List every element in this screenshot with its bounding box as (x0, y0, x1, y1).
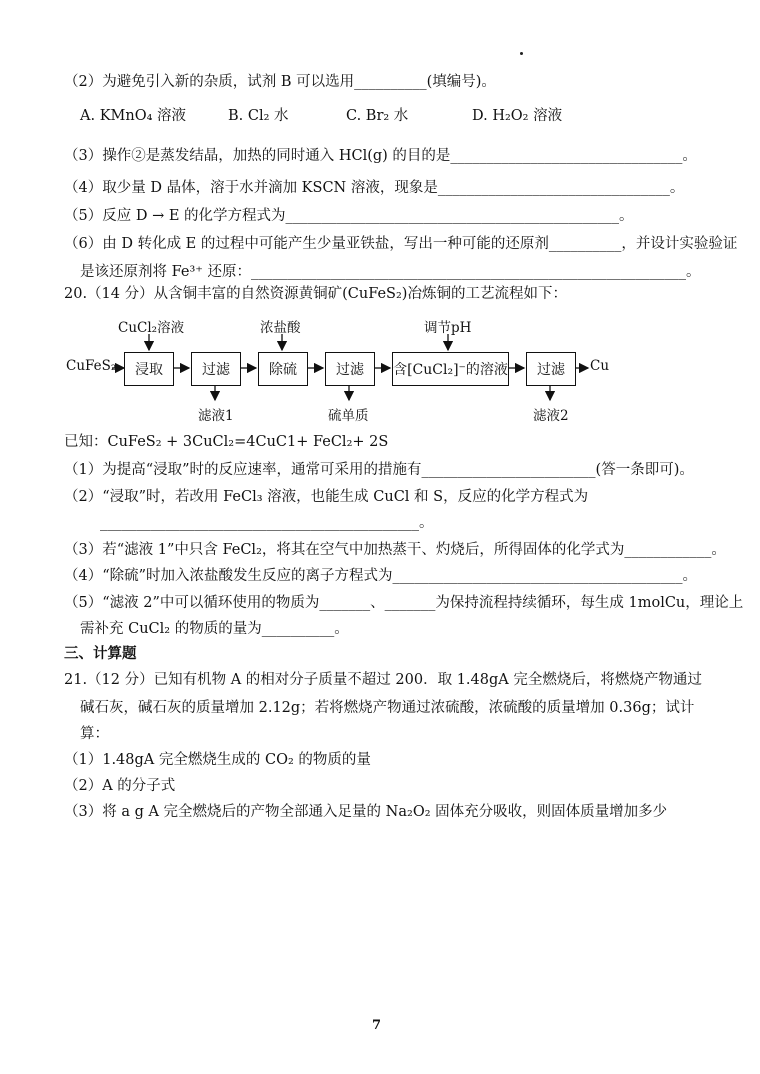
q19-option-d: D. H₂O₂ 溶液 (472, 108, 563, 124)
flow-label-cucl2-solution: CuCl₂溶液 (118, 320, 185, 336)
q20-known-equation: 已知：CuFeS₂ + 3CuCl₂=4CuC1+ FeCl₂+ 2S (64, 434, 389, 450)
q20-part5-line1: （5）“滤液 2”中可以循环使用的物质为_______、_______为保持流程持续循环，每生成 1molCu，理论上 (64, 595, 744, 611)
q19-part5: （5）反应 D → E 的化学方程式为______________________________________________。 (64, 208, 634, 224)
scan-dot (520, 52, 523, 55)
flow-label-conc-hcl: 浓盐酸 (260, 320, 301, 336)
q20-part2-line2: ____________________________________________。 (100, 515, 434, 531)
flow-output-cu: Cu (590, 358, 610, 374)
q20-part3: （3）若“滤液 1”中只含 FeCl₂，将其在空气中加热蒸干、灼烧后，所得固体的化学式为____________。 (64, 542, 726, 558)
process-flow-diagram (60, 312, 700, 427)
flow-label-sulfur: 硫单质 (328, 408, 369, 424)
section-heading-calculation: 三、计算题 (64, 645, 137, 662)
q20-part2-line1: （2）“浸取”时，若改用 FeCl₃ 溶液，也能生成 CuCl 和 S，反应的化学方程式为 (64, 489, 589, 505)
flow-input-cufes2: CuFeS₂ (66, 358, 117, 374)
flow-label-filtrate-2: 滤液2 (533, 408, 569, 424)
q21-part2: （2）A 的分子式 (64, 778, 176, 794)
q19-part4: （4）取少量 D 晶体，溶于水并滴加 KSCN 溶液，现象是________________________________。 (64, 180, 685, 196)
q19-option-c: C. Br₂ 水 (346, 108, 409, 124)
flow-box-filter-3: 过滤 (526, 352, 576, 386)
q19-part6-line1: （6）由 D 转化成 E 的过程中可能产生少量亚铁盐，写出一种可能的还原剂__________，并设计实验验证 (64, 236, 738, 252)
flow-label-filtrate-1: 滤液1 (198, 408, 234, 424)
flow-box-cucl2-solution: 含[CuCl₂]⁻的溶液 (392, 352, 509, 386)
flow-box-desulfurize: 除硫 (258, 352, 308, 386)
flow-label-adjust-ph: 调节pH (424, 320, 472, 336)
q19-part6-line2: 是该还原剂将 Fe³⁺ 还原：____________________________________________________________。 (80, 264, 701, 280)
q20-part4: （4）“除硫”时加入浓盐酸发生反应的离子方程式为________________________________________。 (64, 568, 698, 584)
q21-title-line3: 算： (80, 726, 109, 742)
q21-part3: （3）将 a g A 完全燃烧后的产物全部通入足量的 Na₂O₂ 固体充分吸收，则固体质量增加多少 (64, 804, 668, 820)
q21-title-line2: 碱石灰，碱石灰的质量增加 2.12g；若将燃烧产物通过浓硫酸，浓硫酸的质量增加 0.36g；试计 (80, 700, 695, 716)
q21-title-line1: 21.（12 分）已知有机物 A 的相对分子质量不超过 200．取 1.48gA 完全燃烧后，将燃烧产物通过 (64, 672, 702, 688)
q19-option-a: A. KMnO₄ 溶液 (80, 108, 187, 124)
flow-box-filter-1: 过滤 (191, 352, 241, 386)
q19-part3: （3）操作②是蒸发结晶，加热的同时通入 HCl(g) 的目的是________________________________。 (64, 148, 697, 164)
q19-part2: （2）为避免引入新的杂质，试剂 B 可以选用__________(填编号)。 (64, 74, 496, 90)
flow-box-leaching: 浸取 (124, 352, 174, 386)
q19-option-b: B. Cl₂ 水 (228, 108, 289, 124)
q20-title: 20.（14 分）从含铜丰富的自然资源黄铜矿(CuFeS₂)冶炼铜的工艺流程如下： (64, 286, 567, 302)
page-number: 7 (372, 1018, 382, 1033)
q20-part1: （1）为提高“浸取”时的反应速率，通常可采用的措施有________________________(答一条即可)。 (64, 462, 694, 478)
flow-box-filter-2: 过滤 (325, 352, 375, 386)
q20-part5-line2: 需补充 CuCl₂ 的物质的量为__________。 (80, 621, 349, 637)
q21-part1: （1）1.48gA 完全燃烧生成的 CO₂ 的物质的量 (64, 752, 371, 768)
